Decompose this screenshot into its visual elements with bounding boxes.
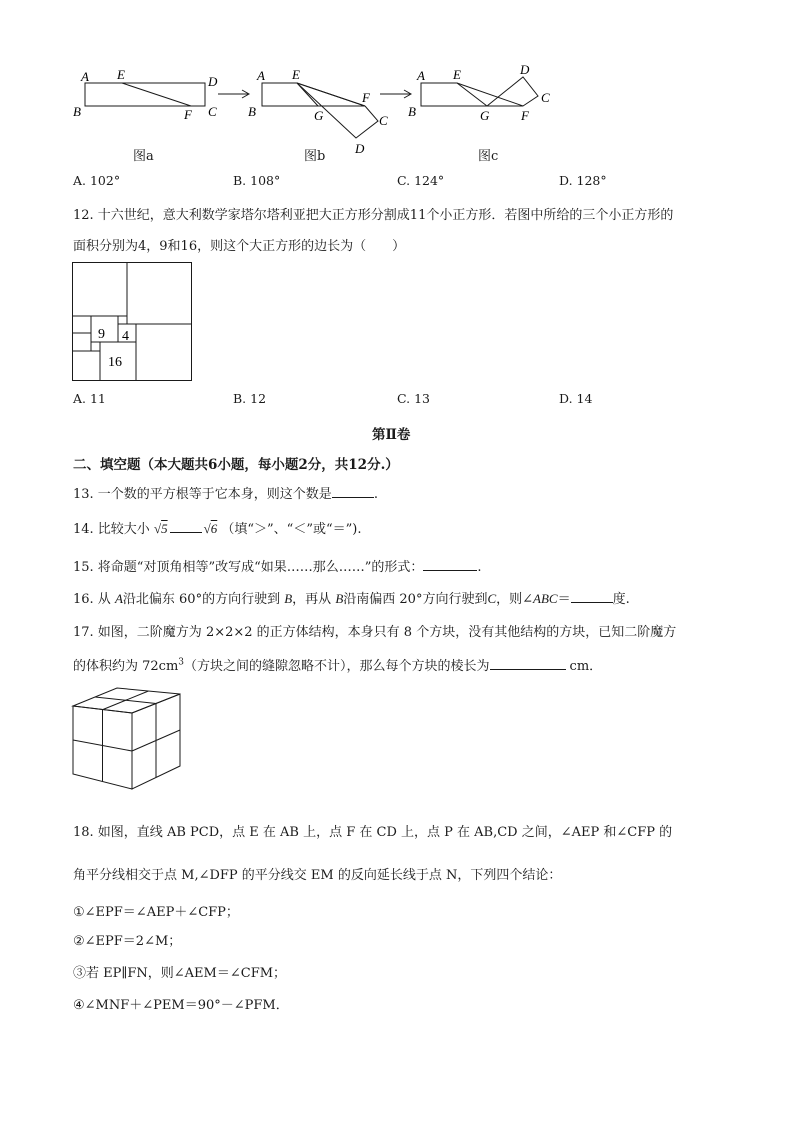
label-b: B [73,104,81,119]
q17-answer-blank [490,669,566,670]
label-b: B [248,104,256,119]
q13-text: 13. 一个数的平方根等于它本身，则这个数是 [73,487,332,502]
q12-text-line2: 面积分别为4，9和16，则这个大正方形的边长为（ ） [73,239,406,254]
rubiks-cube-figure [70,686,185,786]
q13 [73,483,378,502]
part-two-title: 第Ⅱ卷 [372,427,411,443]
q16-equals: ＝ [557,592,571,607]
q12-option-d: D. 14 [559,391,593,406]
label-d: D [520,62,530,77]
q17-text-2b: （方块之间的缝隙忽略不计），那么每个方块的棱长为 [184,659,490,674]
area-label-4: 4 [122,329,129,344]
point-b-2: B [335,591,344,606]
q16-answer-blank [571,602,613,603]
q17-line2 [73,655,602,674]
label-g: G [480,108,490,123]
q17-unit: cm [569,659,590,674]
label-f: F [521,108,529,123]
angle-abc: ABC [533,591,558,606]
q15-end: . [477,560,482,575]
q14 [73,518,361,537]
q13-end: . [373,487,378,502]
label-f: F [184,107,192,122]
q11-option-d: D. 128° [559,173,607,188]
q13-answer-blank [332,497,374,498]
caption-fig-a: 图a [133,149,154,164]
point-b: B [284,591,293,606]
q16-text-3: ，再从 [292,592,336,607]
q16-text-5: ，则∠ [496,592,534,607]
caption-fig-b: 图b [304,149,326,164]
q15-answer-blank [423,570,477,571]
q11-option-c: C. 124° [397,173,445,188]
label-a: A [417,68,425,83]
point-c: C [487,591,497,606]
caption-fig-c: 图c [478,149,499,164]
label-c: C [208,104,217,119]
label-b: B [408,104,416,119]
q16 [73,588,630,607]
q14-text: 14. 比较大小 [73,522,150,537]
q18-conclusion-3: ③若 EP∥FN，则∠AEM＝∠CFM； [73,966,287,981]
q14-hint: （填“＞”、“＜”或“＝”). [221,522,362,537]
q18-conclusion-2: ②∠EPF＝2∠M； [73,934,182,949]
q11-option-a: A. 102° [73,173,121,188]
q18-text-line2: 角平分线相交于点 M,∠DFP 的平分线交 EM 的反向延长线于点 N，下列四个结论： [73,868,562,883]
q17-text-line1: 17. 如图，二阶魔方为 2×2×2 的正方体结构，本身只有 8 个方块，没有其他结构的方块，已知二阶魔方 [73,625,677,640]
q14-answer-blank [170,532,202,533]
q17-exponent: 3 [178,657,185,668]
q18-text-line1: 18. 如图，直线 AB PCD，点 E 在 AB 上，点 F 在 CD 上，点 P 在 AB,CD 之间，∠AEP 和∠CFP 的 [73,825,673,840]
q18-conclusion-1: ①∠EPF＝∠AEP＋∠CFP； [73,905,239,920]
label-c: C [541,90,550,105]
q12-option-b: B. 12 [233,391,267,406]
label-f: F [362,90,370,105]
label-e: E [292,67,300,82]
q12-option-a: A. 11 [73,391,106,406]
q18-conclusion-4: ④∠MNF＋∠PEM＝90°－∠PFM． [73,998,289,1013]
label-c: C [379,113,388,128]
q12-option-c: C. 13 [397,391,430,406]
section-title: 二、填空题（本大题共6小题，每小题2分，共12分.） [73,457,399,473]
q17-text-2a: 的体积约为 72cm [73,659,179,674]
label-a: A [81,69,89,84]
q16-text-4: 沿南偏西 20°方向行驶到 [343,592,488,607]
q16-unit: 度. [612,592,630,607]
square-dissection-figure [72,262,194,384]
q16-text-1: 16. 从 [73,592,111,607]
label-g: G [314,108,324,123]
label-d: D [208,74,218,89]
q12-text-line1: 12. 十六世纪，意大利数学家塔尔塔利亚把大正方形分割成11个小正方形．若图中所给的三个小正方形的 [73,208,674,223]
q16-text-2: 沿北偏东 60°的方向行驶到 [122,592,285,607]
label-d: D [355,141,365,156]
q15 [73,556,482,575]
label-a: A [257,68,265,83]
sqrt-6: √6 [203,521,218,536]
q17-end: ． [589,659,603,674]
area-label-16: 16 [108,355,122,370]
sqrt-5: √5 [153,521,168,536]
q11-option-b: B. 108° [233,173,281,188]
point-a: A [114,591,123,606]
label-e: E [453,67,461,82]
area-label-9: 9 [98,327,105,342]
label-e: E [117,67,125,82]
q15-text: 15. 将命题“对顶角相等”改写成“如果……那么……”的形式： [73,560,424,575]
